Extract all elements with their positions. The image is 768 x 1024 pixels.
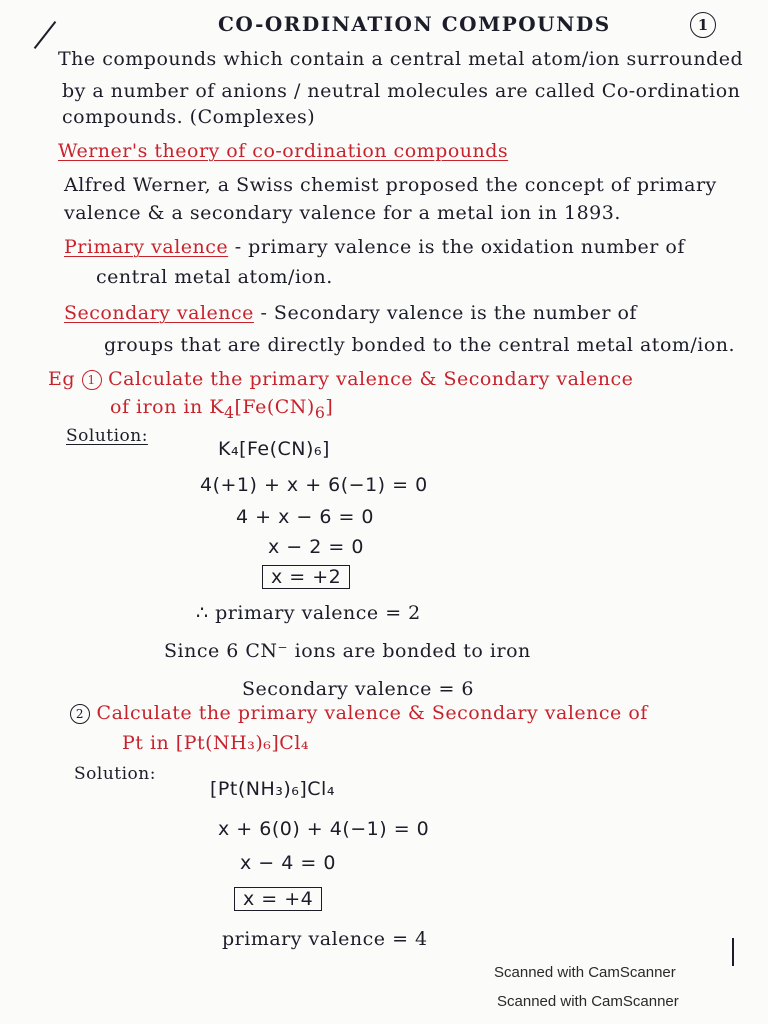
example-2-step-1: x + 6(0) + 4(−1) = 0 [218, 818, 430, 840]
example-2-formula: [Pt(NH₃)₆]Cl₄ [210, 778, 335, 800]
example-1-secondary-result: Secondary valence = 6 [242, 678, 475, 700]
secondary-valence-line-2: groups that are directly bonded to the central metal atom/ion. [104, 334, 736, 356]
example-1-step-1: 4(+1) + x + 6(−1) = 0 [200, 474, 428, 496]
example-1-q2-text: of iron in K [110, 396, 224, 418]
example-1-q2-sub2: 6 [314, 402, 326, 422]
definition-line-3: compounds. (Complexes) [62, 106, 316, 128]
scanner-watermark-2: Scanned with CamScanner [497, 993, 679, 1010]
example-1-answer-box [262, 566, 350, 588]
definition-line-2: by a number of anions / neutral molecules are called Co-ordination [62, 80, 741, 102]
werner-text-line-2: valence & a secondary valence for a metal ion in 1893. [64, 202, 621, 224]
example-1-step-3: x − 2 = 0 [268, 536, 364, 558]
right-margin-mark [732, 938, 734, 966]
primary-valence-text: - primary valence is the oxidation number of [228, 236, 685, 258]
example-2-primary-result: primary valence = 4 [222, 928, 428, 950]
example-1-q2-rest: [Fe(CN) [234, 396, 315, 418]
secondary-valence-definition [64, 302, 637, 324]
example-2-answer-box [234, 888, 322, 910]
example-prefix: Eg [48, 368, 76, 390]
example-2-solution-label: Solution: [74, 764, 156, 784]
example-1-q2-end: ] [325, 396, 334, 418]
example-2-number: 2 [70, 704, 90, 724]
example-1-question-line-1: Calculate the primary valence & Secondary valence [108, 368, 634, 390]
example-2-answer: x = +4 [234, 887, 322, 911]
werner-heading: Werner's theory of co-ordination compounds [58, 140, 509, 162]
werner-text-line-1: Alfred Werner, a Swiss chemist proposed the concept of primary [64, 174, 717, 196]
example-2-question-line-2: Pt in [Pt(NH₃)₆]Cl₄ [122, 732, 310, 754]
example-2-step-2: x − 4 = 0 [240, 852, 336, 874]
example-1-primary-result: ∴ primary valence = 2 [196, 602, 421, 624]
example-1-q2-sub: 4 [223, 402, 235, 422]
page-title: CO-ORDINATION COMPOUNDS [218, 12, 611, 36]
definition-line-1: The compounds which contain a central metal atom/ion surrounded [58, 48, 744, 70]
example-1-question-line-2 [110, 396, 333, 422]
scanner-watermark-1: Scanned with CamScanner [494, 964, 676, 981]
example-1-answer: x = +2 [262, 565, 350, 589]
example-1-solution-label: Solution: [66, 426, 148, 446]
example-1-step-2: 4 + x − 6 = 0 [236, 506, 375, 528]
secondary-valence-term: Secondary valence [64, 302, 254, 324]
secondary-valence-text: - Secondary valence is the number of [253, 302, 637, 324]
primary-valence-definition [64, 236, 685, 258]
primary-valence-line-2: central metal atom/ion. [96, 266, 333, 288]
example-1-since-text: Since 6 CN⁻ ions are bonded to iron [164, 640, 531, 662]
example-2-question [70, 702, 648, 724]
page-number: 1 [690, 12, 716, 38]
example-2-question-line-1: Calculate the primary valence & Secondary valence of [96, 702, 648, 724]
example-1-formula: K₄[Fe(CN)₆] [218, 438, 330, 460]
margin-slash-mark [34, 21, 57, 49]
primary-valence-term: Primary valence [64, 236, 229, 258]
example-1-question [48, 368, 633, 390]
example-1-number: 1 [82, 370, 102, 390]
